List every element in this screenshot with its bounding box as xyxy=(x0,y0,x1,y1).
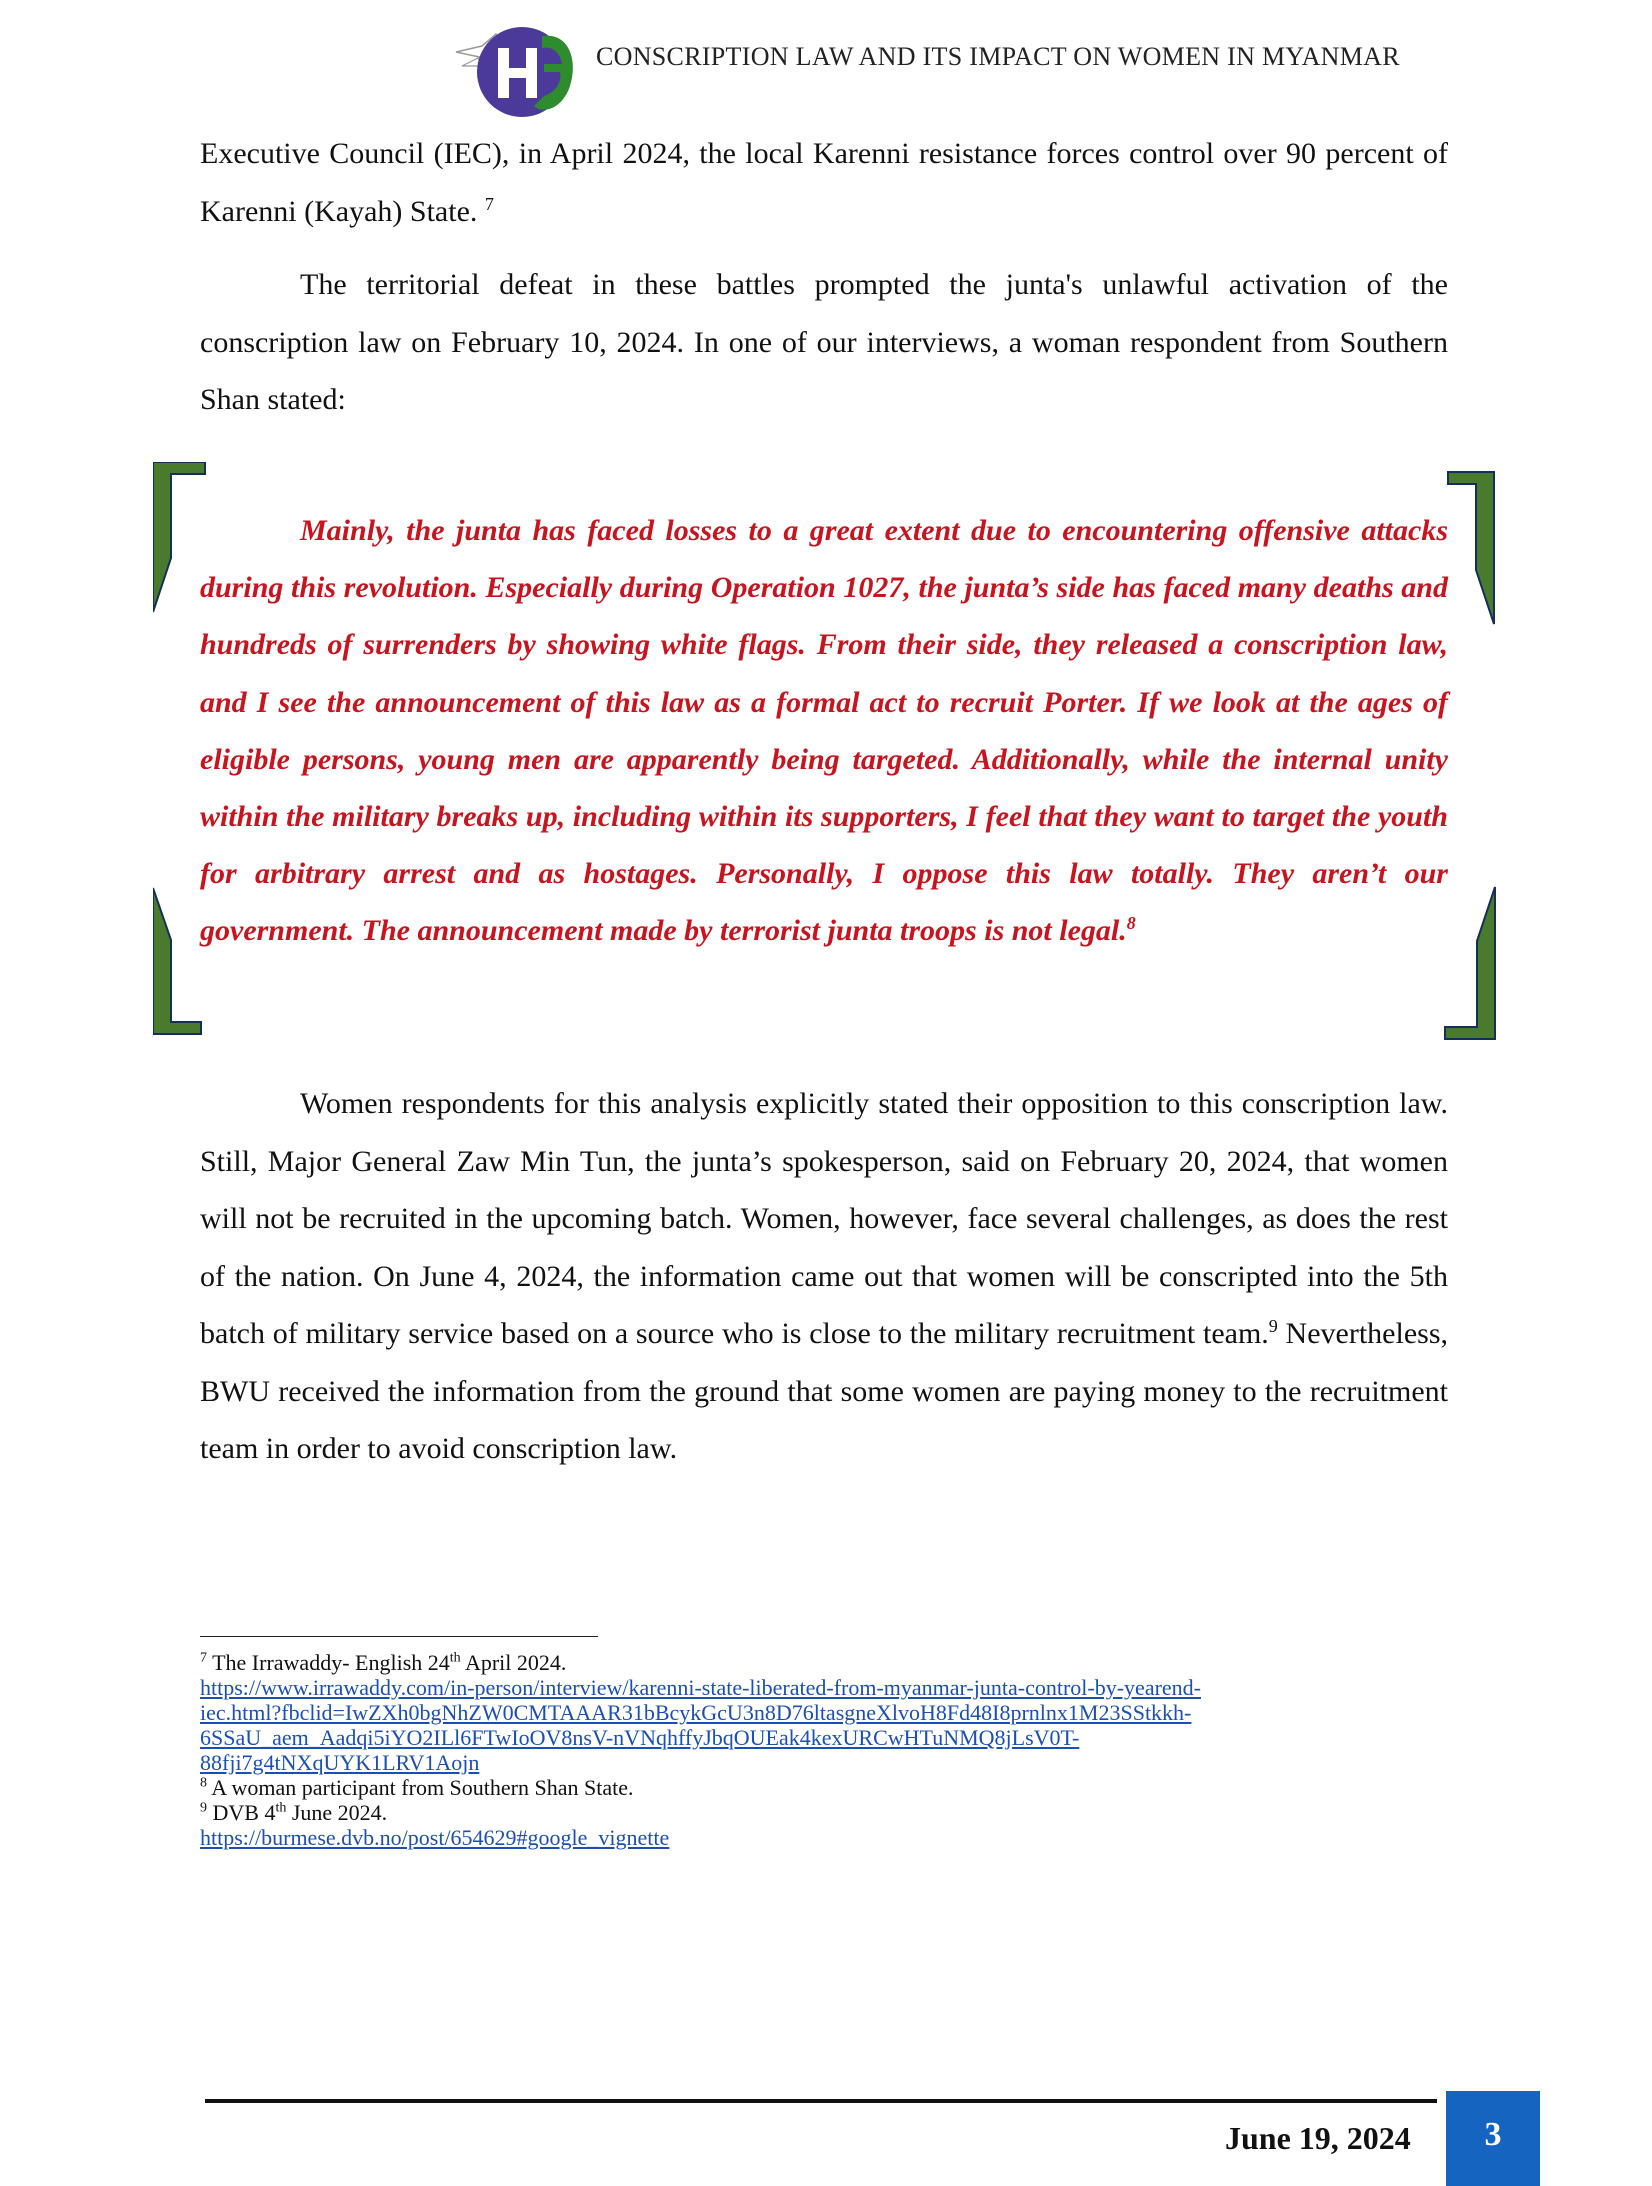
footer-date: June 19, 2024 xyxy=(1225,2120,1411,2156)
footnote-8 xyxy=(200,1775,1450,1800)
footer-rule xyxy=(205,2099,1437,2103)
footnote-7 xyxy=(200,1650,1450,1675)
page-number: 3 xyxy=(1484,2116,1502,2153)
footnote-8-text: A woman participant from Southern Shan State. xyxy=(207,1775,634,1800)
footnote-separator xyxy=(200,1636,598,1637)
quote-bracket-top-left xyxy=(153,462,207,620)
footnote-7-source: The Irrawaddy- English 24 xyxy=(207,1650,450,1675)
page-number-box xyxy=(1446,2091,1540,2186)
footnote-9-link[interactable]: https://burmese.dvb.no/post/654629#google_vignette xyxy=(200,1825,670,1850)
footnote-7-date: April 2024. xyxy=(460,1650,567,1675)
paragraph-2: The territorial defeat in these battles prompted the junta's unlawful activation of the conscription law on February 10, 2024. In one of our interviews, a woman respondent from Southern Shan stated: xyxy=(200,268,1448,416)
footnote-7-number: 7 xyxy=(200,1650,207,1666)
footnote-9-ordinal: th xyxy=(275,1800,287,1816)
footnote-7-link-line-1[interactable]: https://www.irrawaddy.com/in-person/interview/karenni-state-liberated-from-myanmar-junta-control-by-yearend- xyxy=(200,1675,1201,1700)
interview-quote-text: Mainly, the junta has faced losses to a great extent due to encountering offensive attacks during this revolution. Especially during Operation 1027, the junta’s side has faced many deaths and hundreds of surrenders by showing white flags. From their side, they released a conscription law, and I see the announcement of this law as a formal act to recruit Porter. If we look at the ages of eligible persons, young men are apparently being targeted. Additionally, while the internal unity within the military breaks up, including within its supporters, I feel that they want to target the youth for arbitrary arrest and as hostages. Personally, I oppose this law totally. They aren’t our government. The announcement made by terrorist junta troops is not legal. xyxy=(200,514,1448,948)
footnote-ref-7[interactable]: 7 xyxy=(484,193,494,214)
quote-bracket-bottom-right xyxy=(1443,885,1497,1041)
paragraph-1 xyxy=(200,125,1448,240)
footnote-7-link-line-3[interactable]: 6SSaU_aem_Aadqi5iYO2ILl6FTwIoOV8nsV-nVNqhffyJbqOUEak4kexURCwHTuNMQ8jLsV0T- xyxy=(200,1725,1080,1750)
footnote-9-number: 9 xyxy=(200,1800,207,1816)
footnote-9-source: DVB 4 xyxy=(207,1800,276,1825)
footnote-7-ordinal: th xyxy=(449,1650,461,1666)
quote-bracket-bottom-left xyxy=(153,880,207,1036)
paragraph-3-text-b: Nevertheless, BWU received the information from the ground that some women are paying money to the recruitment team in order to avoid conscription law. xyxy=(200,1317,1448,1465)
paragraph-3 xyxy=(200,1075,1448,1478)
paragraph-3-text-a: Women respondents for this analysis explicitly stated their opposition to this conscription law. Still, Major General Zaw Min Tun, the junta’s spokesperson, said on February 20, 2024, that women will not be recruited in the upcoming batch. Women, however, face several challenges, as does the rest of the nation. On June 4, 2024, the information came out that women will be conscripted into the 5th batch of military service based on a source who is close to the military recruitment team. xyxy=(200,1087,1448,1350)
footnote-ref-9[interactable]: 9 xyxy=(1268,1316,1278,1336)
footnote-7-link-line-4[interactable]: 88fji7g4tNXqUYK1LRV1Aojn xyxy=(200,1750,480,1775)
footnote-9 xyxy=(200,1800,1450,1825)
organization-logo xyxy=(452,22,582,122)
footnote-7-link-line-2[interactable]: iec.html?fbclid=IwZXh0bgNhZW0CMTAAAR31bBcykGcU3n8D76ltasgneXlvoH8Fd48I8prnlnx1M23SStkkh- xyxy=(200,1700,1192,1725)
interview-quote xyxy=(200,502,1448,960)
footnote-9-date: June 2024. xyxy=(286,1800,388,1825)
footnote-8-number: 8 xyxy=(200,1775,207,1791)
quote-bracket-top-right xyxy=(1446,470,1496,626)
header-title: CONSCRIPTION LAW AND ITS IMPACT ON WOMEN IN MYANMAR xyxy=(596,42,1400,71)
footnote-ref-8[interactable]: 8 xyxy=(1126,913,1136,934)
footnotes xyxy=(200,1650,1450,1850)
paragraph-1-text: Executive Council (IEC), in April 2024, the local Karenni resistance forces control over 90 percent of Karenni (Kayah) State. xyxy=(200,137,1448,228)
